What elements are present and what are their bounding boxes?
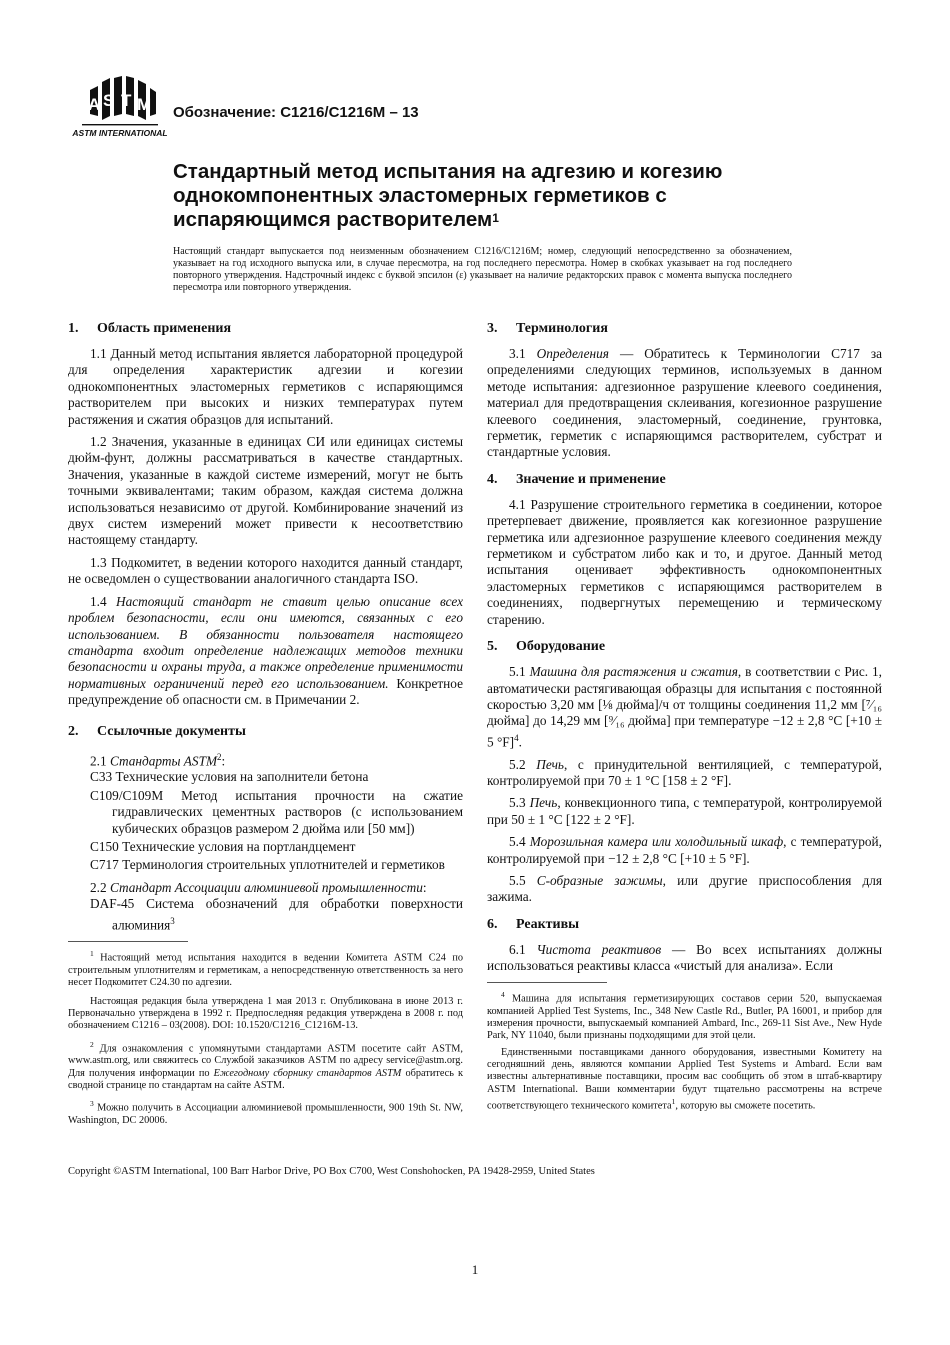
para-6-1: 6.1 Чистота реактивов — Во всех испытаниях должны использоваться реактивы класса «чистый для анализа». Если xyxy=(487,941,883,974)
svg-text:A: A xyxy=(88,95,101,114)
section-4-heading: 4. Значение и применение xyxy=(487,471,666,487)
footnote-3: $^3$ Можно получить в Ассоциации алюминиевой промышленности, 900 19th St. NW, Washington, DC 20006. xyxy=(68,1099,464,1126)
para-1-1: 1.1 Данный метод испытания является лабораторной процедурой для определения характеристик адгезии и когезии однокомпонентных эластомерных герметиков с испаряющимся растворителем при высоких и низких температурах путем растяжения и сжатия образцов для испытаний. xyxy=(68,346,463,427)
footnote-1: $^1$ Настоящий метод испытания находится в ведении Комитета ASTM C24 по строительным уплотнителям и герметикам, а непосредственную ответственность за него несет Подкомитет C24.30 по адгезии. xyxy=(68,949,464,989)
left-column xyxy=(68,320,463,1133)
ref-c109: C109/C109M Метод испытания прочности на сжатие гидравлических цементных растворов (с использованием кубических образцов размером 2 дюйма или [50 мм]) xyxy=(90,787,463,836)
section-3-heading: 3. Терминология xyxy=(487,321,608,336)
svg-text:S: S xyxy=(103,91,115,110)
ref-c150: C150 Технические условия на портландцемент xyxy=(90,838,356,854)
para-3-1: 3.1 Определения — Обратитесь к Терминологии C717 за определениями следующих терминов, используемых в данном методе испытания: адгезионное разрушение клеевого соединения, материал для предотвращения склеивания, когезионное разрушение клеевого соединения, эластомерный, соединение, грунтовка, герметик, герметик с испаряющимся растворителем, субстрат и стандартные условия. xyxy=(487,346,883,460)
footnote-separator-right xyxy=(487,982,607,983)
para-1-2: 1.2 Значения, указанные в единицах СИ или единицах системы дюйм-фунт, должны рассматриваться в качестве стандартных. Значения, указанные в каждой системе измерений, могут не быть точными эквивалентами; таким образом, каждая система должна использоваться независимо от другой. Комбинирование значений из двух систем измерений может привести к несоответствию настоящему стандарту. xyxy=(68,434,463,548)
svg-text:M: M xyxy=(137,95,152,114)
title-footnote-mark: 1 xyxy=(492,211,499,225)
para-5-5: 5.5 С-образные зажимы, или другие приспособления для зажима. xyxy=(487,872,882,905)
para-4-1: 4.1 Разрушение строительного герметика в соединении, которое претерпевает движение, проявляется как когезионное разрушение герметика или адгезионное разрушение клеевого соединения между герметиком и субстратом либо как и то, и другое. Данный метод испытания оценивает эффективность однокомпонентных эластомерных герметиков с испаряющимся растворителем в соединениях, подвергнутых перемещению и термическому старению. xyxy=(487,496,882,627)
right-column xyxy=(487,320,882,981)
page-number: 1 xyxy=(471,1262,479,1277)
footnote-4b: Единственными поставщиками данного оборудования, известными Комитету на сегодняшний день, являются компании Applied Test Systems и Ambard. Если вам известны альтернативные поставщики, просим вас сообщить об этом в штаб-квартиру ASTM International. Ваши комментарии будут тщательно рассмотрены на встрече соответствующего технического комитета$^1$, которую вы сможете посетить. xyxy=(487,1046,882,1112)
copyright: Copyright ©ASTM International, 100 Barr Harbor Drive, PO Box C700, West Conshohocken, PA 19428-2959, United States xyxy=(68,1166,595,1177)
section-1-heading: 1. Область применения xyxy=(68,321,232,336)
footnote-2: $^2$ Для ознакомления с упомянутыми стандартами ASTM посетите сайт ASTM, www.astm.org, или свяжитесь со Службой заказчиков ASTM по адресу service@astm.org. Для получения информации по Ежегодному сборнику стандартов ASTM обратитесь к сводной странице по стандартам на сайте ASTM. xyxy=(68,1039,464,1091)
section-2-heading: 2. Ссылочные документы xyxy=(68,723,246,739)
right-footnotes xyxy=(487,982,882,1114)
footnote-4: $^4$ Машина для испытания герметизирующих составов серии 520, выпускаемая компанией Applied Test Systems, Inc., 348 New Castle Rd., Butler, PA 16001, и прибор для измерения прочности, выпускаемый компанией Ambard, Inc., 269-11 Sist Ave., New Hyde Park, NY 11040, были признаны подходящими для этой цели. xyxy=(487,990,883,1042)
astm-logo xyxy=(72,76,168,144)
para-5-3: 5.3 Печь, конвекционного типа, с температурой, контролируемой при 50 ± 1 °C [122 ± 2 °F]. xyxy=(487,795,882,827)
para-5-4: 5.4 Морозильная камера или холодильный шкаф, с температурой, контролируемой при −12 ± 2,8 °C [+10 ± 5 °F]. xyxy=(487,834,882,866)
svg-text:T: T xyxy=(121,91,132,110)
ref-daf45: DAF-45 Система обозначений для обработки поверхности алюминия$^3$ xyxy=(90,896,463,933)
para-1-3: 1.3 Подкомитет, в ведении которого находится данный стандарт, не осведомлен о существовании аналогичного стандарта ISO. xyxy=(68,554,463,587)
designation: Обозначение: C1216/C1216M – 13 xyxy=(173,104,419,121)
section-6-heading: 6. Реактивы xyxy=(487,916,580,932)
preamble: Настоящий стандарт выпускается под неизменным обозначением C1216/C1216M; номер, следующий непосредственно за обозначением, указывает на год исходного выпуска или, в случае пересмотра, на год последнего пересмотра. Номер в скобках указывает на год последнего повторного утверждения. Надстрочный индекс с буквой эпсилон (ε) указывает на наличие редакторских правок с момента выпуска последнего пересмотра или повторного утверждения. xyxy=(173,246,792,293)
para-2-2: 2.2 Стандарт Ассоциации алюминиевой промышленности: xyxy=(90,879,427,895)
document-title-text: Стандартный метод испытания на адгезию и когезию однокомпонентных эластомерных герметиков с испаряющимся растворителем xyxy=(173,160,723,231)
ref-c717: C717 Терминология строительных уплотнителей и герметиков xyxy=(90,857,445,873)
para-5-1: 5.1 Машина для растяжения и сжатия, в соответствии с Рис. 1, автоматически растягивающая образцы для испытания с постоянной скоростью 3,20 мм [⅛ дюйма]/ч от толщины соединения 11,2 мм [⁷⁄₁₆ дюйма] до 14,29 мм [⁹⁄₁₆ дюйма] при температуре −12 ± 2,8 °C [+10 ± 5 °F]$^4$. xyxy=(487,664,882,750)
section-5-heading: 5. Оборудование xyxy=(487,639,606,655)
para-5-2: 5.2 Печь, с принудительной вентиляцией, с температурой, контролируемой при 70 ± 1 °C [158 ± 2 °F]. xyxy=(487,756,883,788)
document-title xyxy=(173,160,813,232)
para-2-1: 2.1 Стандарты ASTM$^2$: xyxy=(90,751,226,768)
para-1-4: 1.4 Настоящий стандарт не ставит целью описание всех проблем безопасности, если они имеются, связанных с его использованием. В обязанности пользователя настоящего стандарта входит определение надлежащих методов техники безопасности и охраны труда, а также определение применимости нормативных ограничений перед его использованием. Конкретное предупреждение об опасности см. в Примечании 2. xyxy=(68,593,463,708)
ref-c33: C33 Технические условия на заполнители бетона xyxy=(90,769,369,785)
footnote-1b: Настоящая редакция была утверждена 1 мая 2013 г. Опубликована в июне 2013 г. Первоначально утверждена в 1992 г. Предпоследняя редакция утверждена в 2008 г. под обозначением C1216 – 03(2008). DOI: 10.1520/C1216_C1216M-13. xyxy=(68,995,463,1032)
logo-text: ASTM INTERNATIONAL xyxy=(72,128,168,138)
footnote-separator xyxy=(68,941,188,942)
